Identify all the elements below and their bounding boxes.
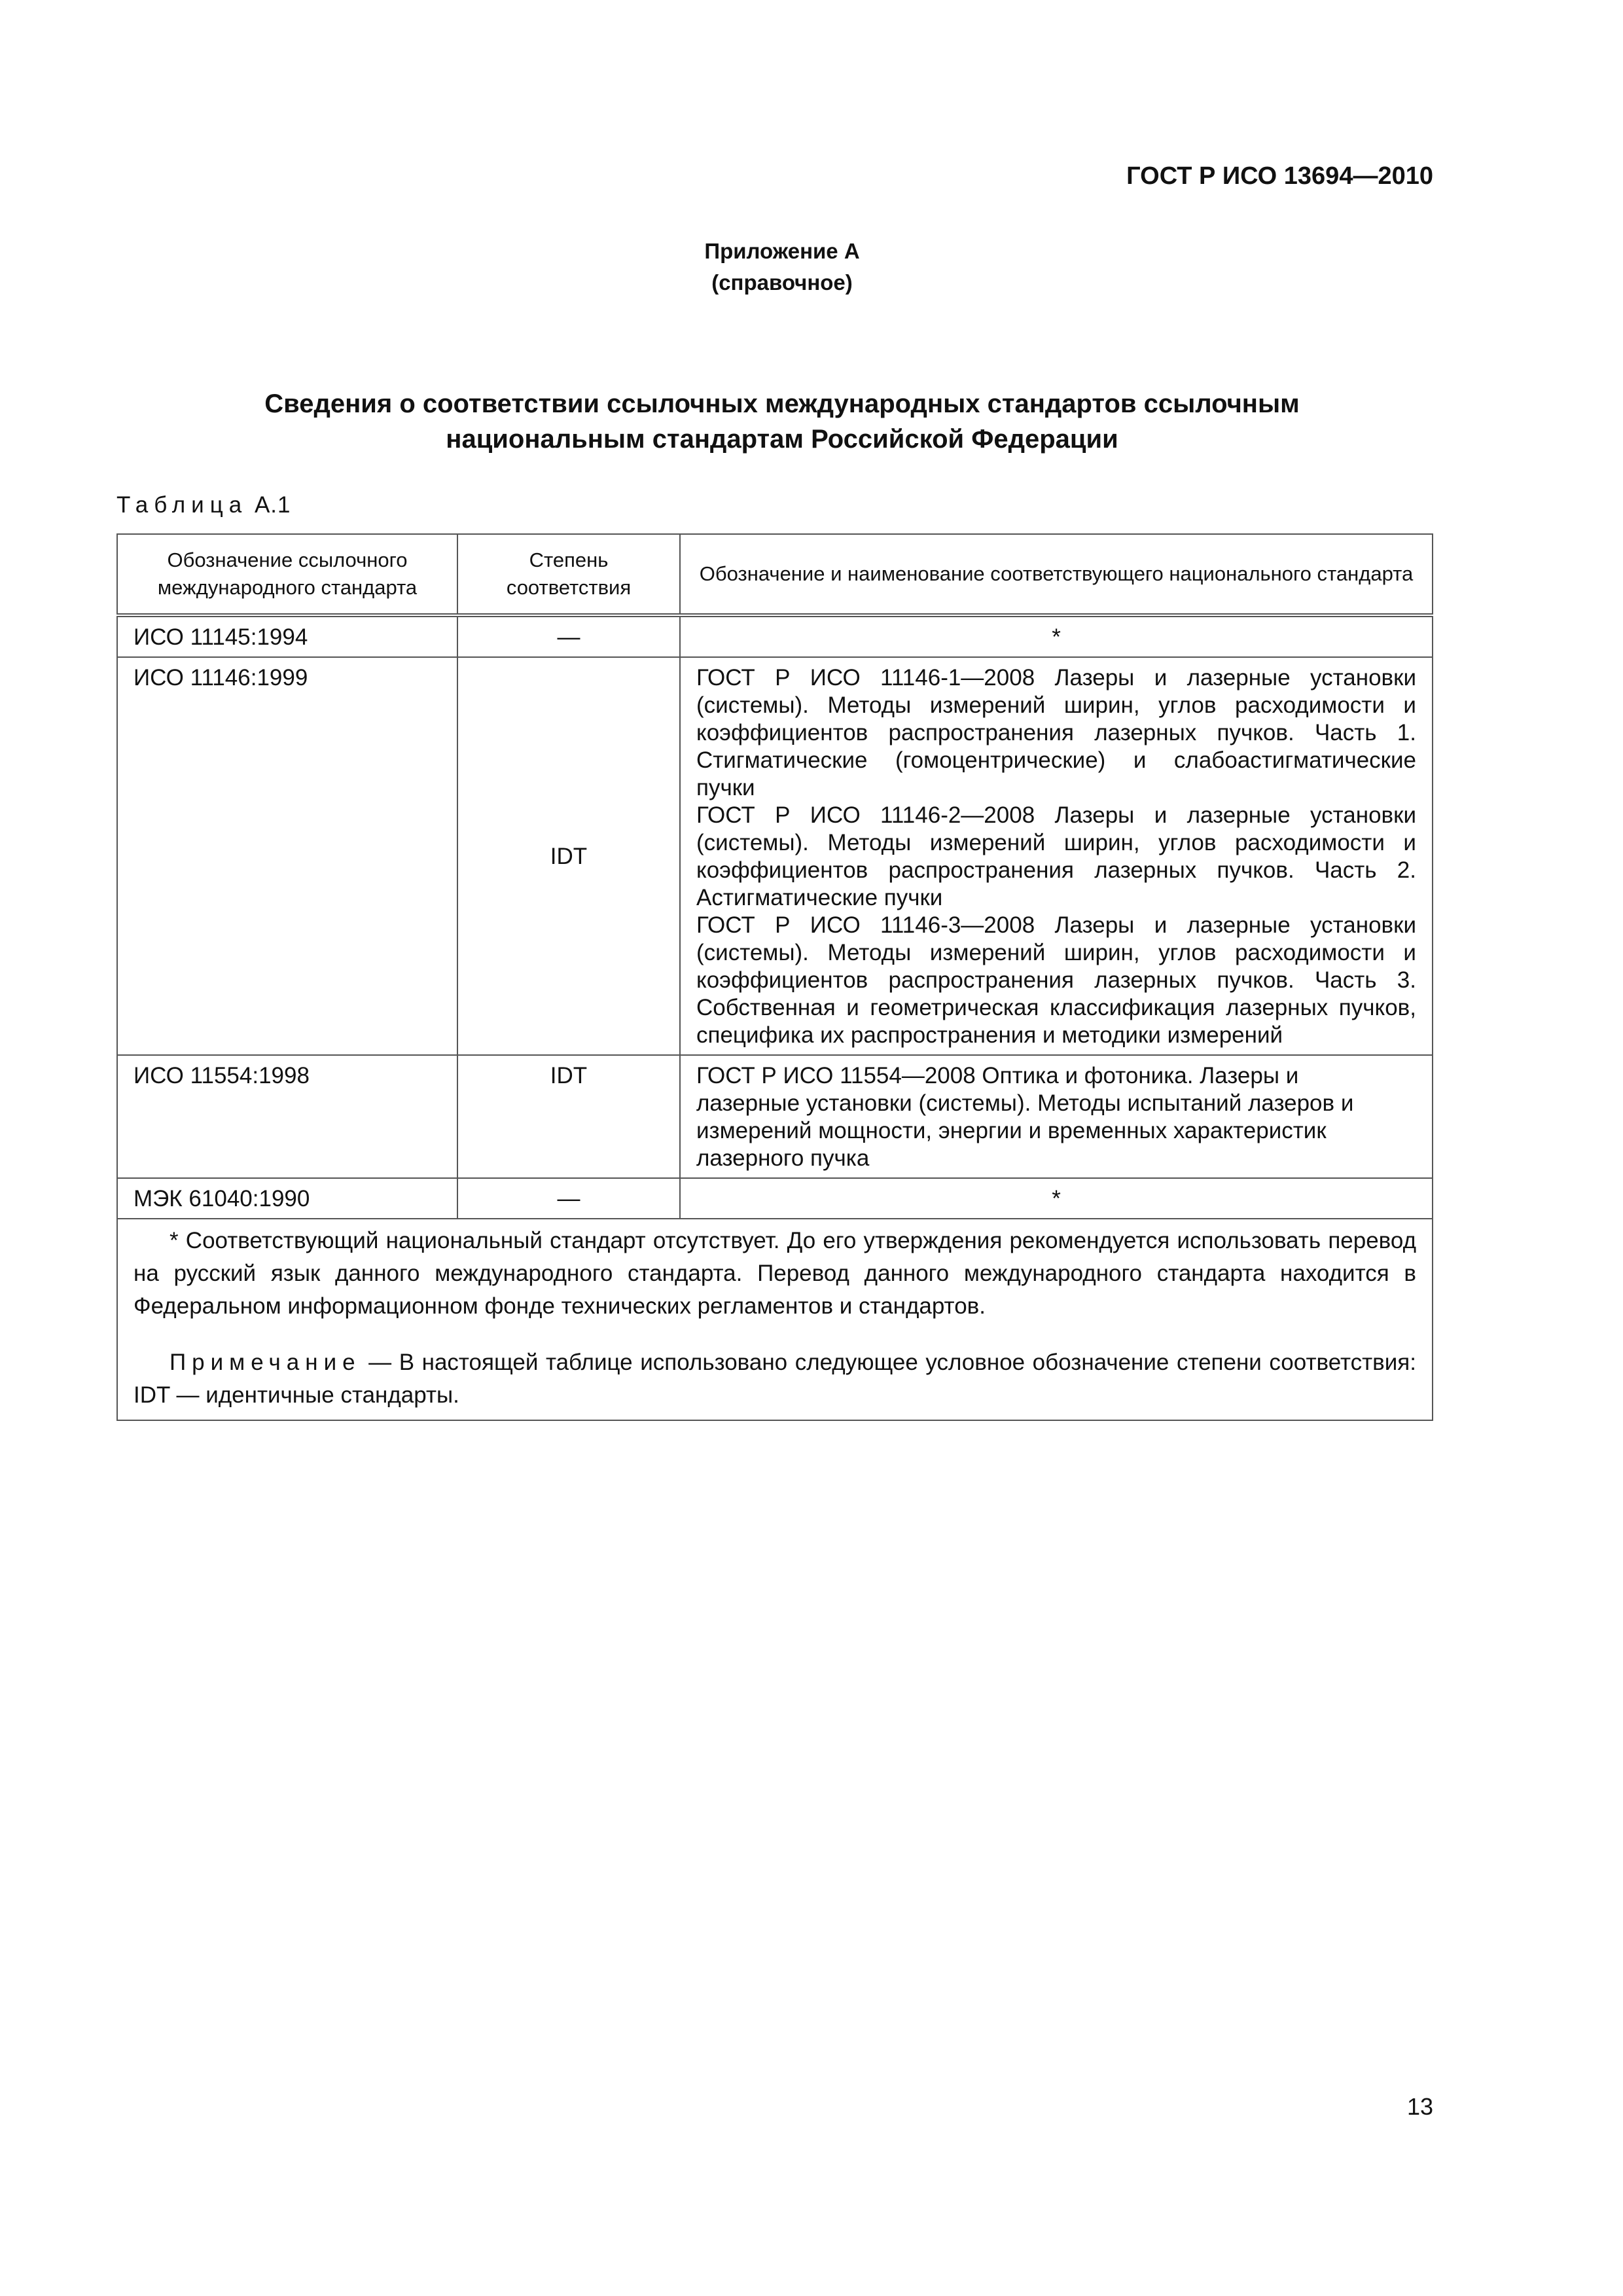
page-number: 13	[1406, 2093, 1433, 2120]
intl-standard-cell: ИСО 11145:1994	[117, 615, 457, 657]
title-line-2: национальным стандартам Российской Федерации	[446, 425, 1118, 454]
table-row	[117, 1178, 1433, 1219]
national-standard-cell	[680, 1055, 1433, 1178]
column-header-national: Обозначение и наименование соответствующего национального стандарта	[680, 534, 1433, 615]
table-footer	[117, 1219, 1433, 1420]
degree-cell: —	[457, 615, 680, 657]
national-standard-entry: ГОСТ Р ИСО 11146-2—2008 Лазеры и лазерные установки (системы). Методы измерений ширин, углов расходимости и коэффициентов распространения лазерных пучков. Часть 2. Астигматические пучки	[696, 802, 1416, 910]
degree-cell: —	[457, 1178, 680, 1219]
column-header-degree: Степень соответствия	[457, 534, 680, 615]
national-standard-entry: ГОСТ Р ИСО 11554—2008 Оптика и фотоника. Лазеры и лазерные установки (системы). Методы испытаний лазеров и измерений мощности, энергии и временных характеристик лазерного пучка	[696, 1063, 1354, 1171]
table-caption-word: Таблица	[116, 492, 248, 518]
national-standard-cell: *	[680, 1178, 1433, 1219]
intl-standard-cell: ИСО 11146:1999	[117, 657, 457, 1055]
title-line-1: Сведения о соответствии ссылочных международных стандартов ссылочным	[264, 389, 1300, 418]
section-title	[0, 386, 1564, 457]
note	[134, 1346, 1416, 1412]
table-caption	[116, 492, 291, 518]
appendix-heading	[0, 236, 1564, 298]
intl-standard-cell: ИСО 11554:1998	[117, 1055, 457, 1178]
table-row	[117, 1055, 1433, 1178]
degree-cell: IDT	[457, 657, 680, 1055]
correspondence-table	[116, 533, 1433, 1421]
table-footer-row	[117, 1219, 1433, 1420]
document-code: ГОСТ Р ИСО 13694—2010	[1126, 162, 1433, 190]
national-standard-entry: ГОСТ Р ИСО 11146-1—2008 Лазеры и лазерные установки (системы). Методы измерений ширин, углов расходимости и коэффициентов распространения лазерных пучков. Часть 1. Стигматические (гомоцентрические) и слабоастигматические пучки	[696, 665, 1416, 800]
national-standard-cell: *	[680, 615, 1433, 657]
footnote: * Соответствующий национальный стандарт отсутствует. До его утверждения рекомендуется использовать перевод на русский язык данного международного стандарта. Перевод данного международного стандарта находится в Федеральном информационном фонде технических регламентов и стандартов.	[134, 1228, 1416, 1319]
table-row	[117, 615, 1433, 657]
table-row	[117, 657, 1433, 1055]
table-caption-number: А.1	[247, 492, 291, 518]
intl-standard-cell: МЭК 61040:1990	[117, 1178, 457, 1219]
note-label: Примечание	[169, 1350, 361, 1375]
degree-cell: IDT	[457, 1055, 680, 1178]
table-header-row	[117, 534, 1433, 615]
appendix-type: (справочное)	[711, 270, 853, 295]
note-text: — В настоящей таблице использовано следующее условное обозначение степени соответствия: IDT — идентичные стандарты.	[134, 1350, 1416, 1408]
column-header-intl: Обозначение ссылочного международного стандарта	[117, 534, 457, 615]
appendix-label: Приложение А	[704, 239, 860, 263]
national-standard-entry: ГОСТ Р ИСО 11146-3—2008 Лазеры и лазерные установки (системы). Методы измерений ширин, углов расходимости и коэффициентов распространения лазерных пучков. Часть 3. Собственная и геометрическая классификация лазерных пучков, специфика их распространения и методики измерений	[696, 912, 1416, 1048]
national-standard-cell	[680, 657, 1433, 1055]
